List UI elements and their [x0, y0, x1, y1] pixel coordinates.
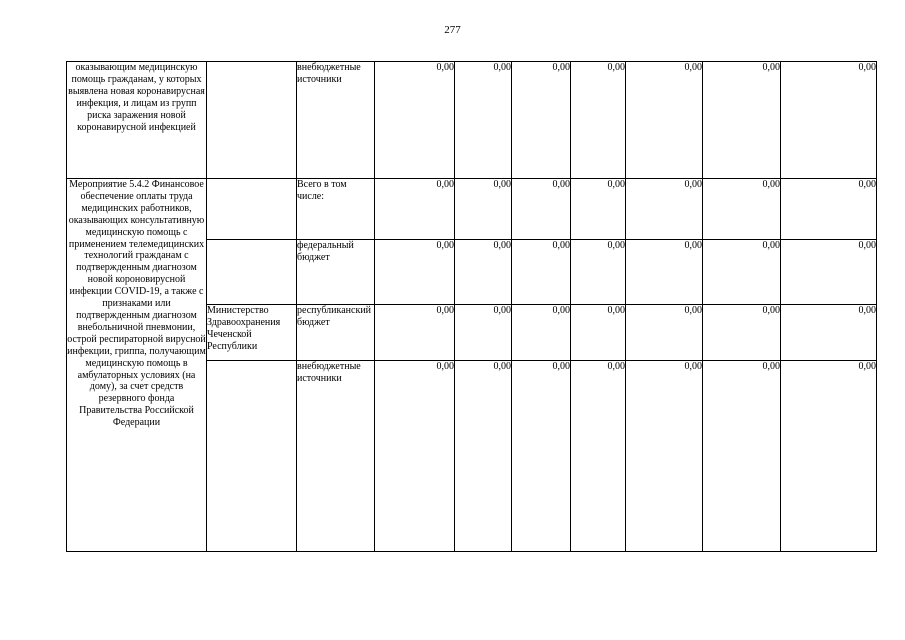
value-cell: 0,00: [571, 179, 626, 240]
measure-description: Мероприятие 5.4.2 Финансовое обеспечение оплаты труда медицинских работников, оказывающих консультативную медицинскую помощь с применением телемедицинских технологий гражданам с подтвержденным диагнозом новой короновирусной инфекции COVID-19, а также с признаками или подтвержденным диагнозом внебольничной пневмонии, острой респираторной вирусной инфекции, гриппа, получающим медицинскую помощь в амбулаторных условиях (на дому), за счет средств резервного фонда Правительства Российской Федерации: [67, 179, 206, 429]
value-cell: 0,00: [455, 361, 512, 552]
value-cell: 0,00: [512, 240, 571, 305]
value-cell: 0,00: [626, 179, 703, 240]
value-cell: 0,00: [455, 179, 512, 240]
value-cell: 0,00: [512, 62, 571, 179]
value-cell: 0,00: [781, 240, 877, 305]
value-cell: 0,00: [375, 305, 455, 361]
executor-cell: [207, 62, 297, 179]
value-cell: 0,00: [571, 361, 626, 552]
value-cell: 0,00: [512, 305, 571, 361]
value-cell: 0,00: [512, 179, 571, 240]
budget-table: [66, 61, 877, 552]
funding-source: внебюджетные источники: [297, 361, 375, 552]
value-cell: 0,00: [375, 361, 455, 552]
executor-cell: Министерство Здравоохранения Чеченской Республики: [207, 305, 297, 361]
page-number: 277: [444, 24, 461, 36]
value-cell: 0,00: [781, 179, 877, 240]
table-row: [67, 179, 877, 240]
value-cell: 0,00: [455, 240, 512, 305]
value-cell: 0,00: [626, 62, 703, 179]
measure-description-cell: [67, 62, 207, 179]
value-cell: 0,00: [455, 62, 512, 179]
funding-source: Всего в том числе:: [297, 179, 375, 240]
value-cell: 0,00: [781, 305, 877, 361]
funding-source: республиканский бюджет: [297, 305, 375, 361]
value-cell: 0,00: [375, 62, 455, 179]
table-row: [67, 62, 877, 179]
value-cell: 0,00: [571, 240, 626, 305]
value-cell: 0,00: [703, 179, 781, 240]
executor-cell: [207, 361, 297, 552]
value-cell: 0,00: [703, 62, 781, 179]
value-cell: 0,00: [455, 305, 512, 361]
executor-cell: [207, 179, 297, 240]
value-cell: 0,00: [626, 361, 703, 552]
value-cell: 0,00: [375, 179, 455, 240]
value-cell: 0,00: [571, 305, 626, 361]
measure-description: оказывающим медицинскую помощь гражданам, у которых выявлена новая коронавирусная инфекция, и лицам из групп риска заражения новой коронавирусной инфекцией: [68, 62, 205, 133]
value-cell: 0,00: [703, 240, 781, 305]
value-cell: 0,00: [626, 305, 703, 361]
executor-cell: [207, 240, 297, 305]
funding-source: внебюджетные источники: [297, 62, 375, 179]
measure-description-cell: [67, 179, 207, 552]
value-cell: 0,00: [626, 240, 703, 305]
funding-source: федеральный бюджет: [297, 240, 375, 305]
value-cell: 0,00: [781, 62, 877, 179]
value-cell: 0,00: [703, 361, 781, 552]
value-cell: 0,00: [703, 305, 781, 361]
value-cell: 0,00: [512, 361, 571, 552]
value-cell: 0,00: [781, 361, 877, 552]
value-cell: 0,00: [375, 240, 455, 305]
value-cell: 0,00: [571, 62, 626, 179]
